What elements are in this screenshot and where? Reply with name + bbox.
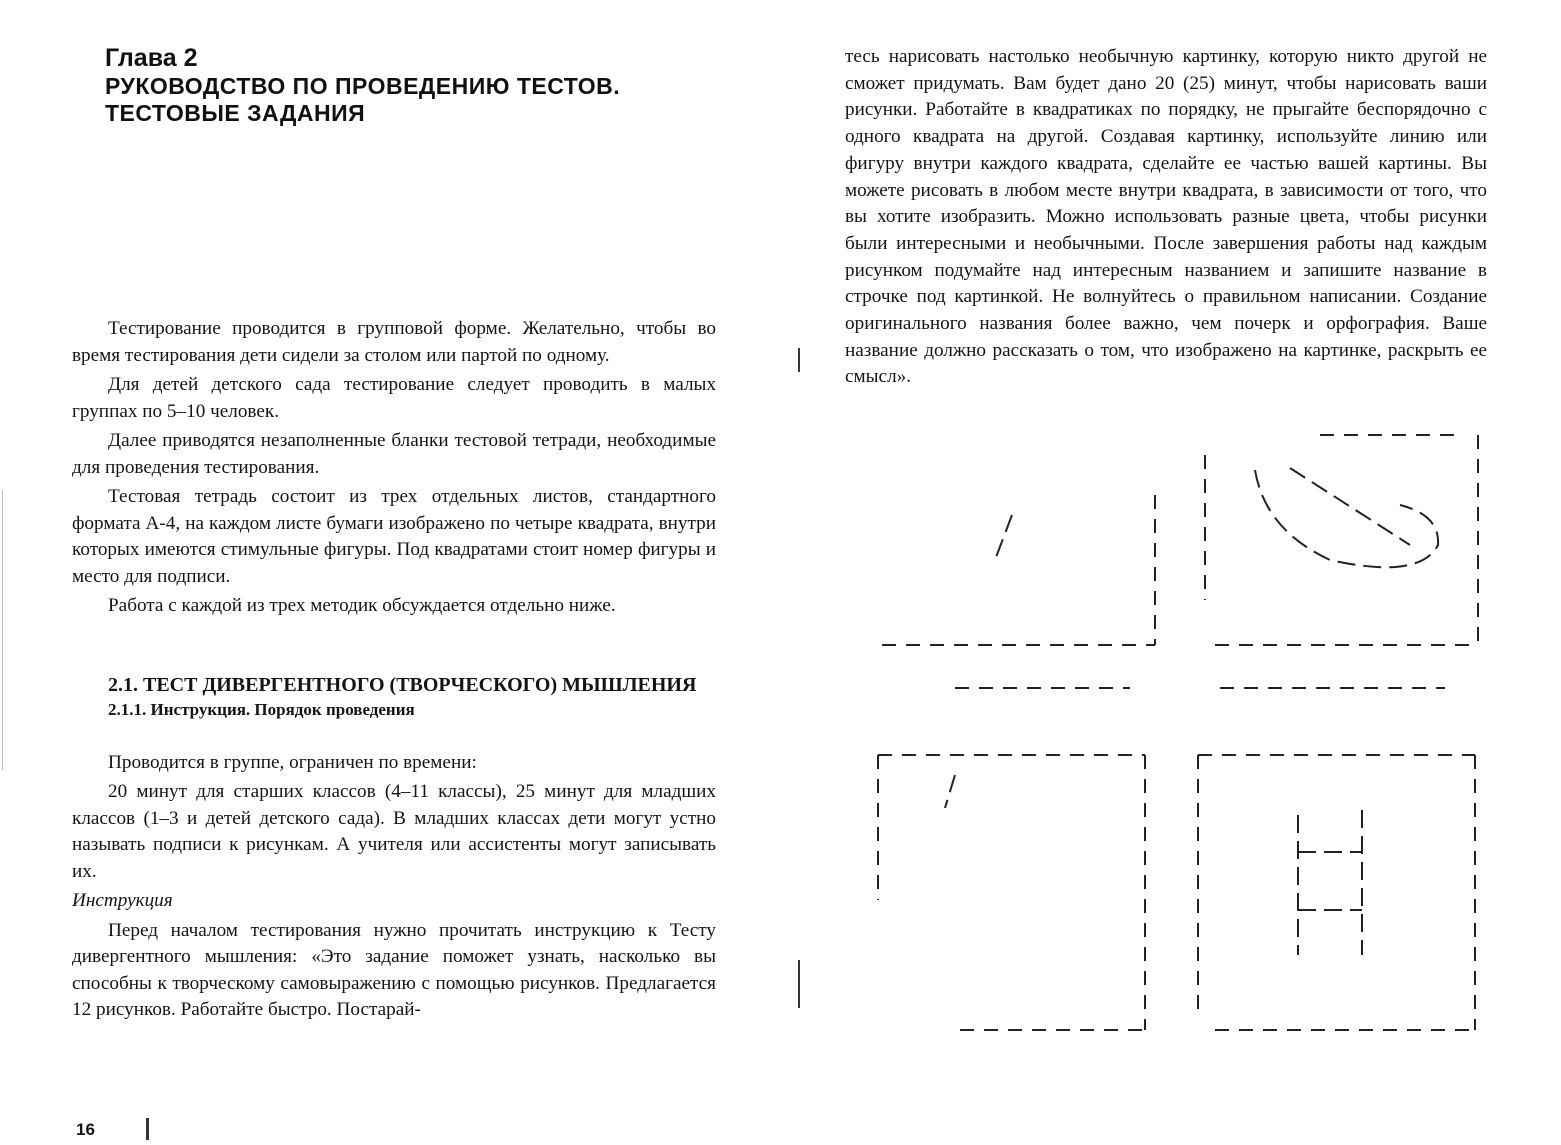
subsection-heading: 2.1.1. Инструкция. Порядок проведения	[108, 699, 415, 719]
scan-mark	[798, 348, 800, 372]
chapter-title-line1: РУКОВОДСТВО ПО ПРОВЕДЕНИЮ ТЕСТОВ.	[105, 73, 621, 99]
figure-diagonal-line	[1290, 468, 1410, 545]
page-edge	[2, 490, 3, 770]
chapter-number: Глава 2	[105, 44, 198, 72]
figure-small-stroke	[945, 775, 955, 808]
paragraph: Тестирование проводится в групповой форме. Желательно, чтобы во время тестирования дети сидели за столом или партой по одному.	[72, 318, 716, 366]
scan-mark	[146, 1118, 149, 1140]
paragraph: Работа с каждой из трех методик обсуждается отдельно ниже.	[108, 595, 616, 616]
figure-box-3	[878, 755, 1145, 1030]
paragraph: 20 минут для старших классов (4–11 классы), 25 минут для младших классов (1–3 и детей детского сада). В младших классах дети могут устно называть подписи к рисункам. А учителя или ассистенты могут записывать их.	[72, 781, 716, 882]
scan-mark	[798, 960, 800, 1008]
page-number: 16	[76, 1120, 95, 1139]
paragraph: тесь нарисовать настолько необычную картинку, которую никто другой не сможет придумать. Вам будет дано 20 (25) минут, чтобы нарисовать ваши рисунки. Работайте в квадратиках по порядку, не прыгайте беспорядочно с одного квадрата на другой. Создавая картинку, используйте линию или фигуру внутри каждого квадрата, сделайте ее частью вашей картины. Вы можете рисовать в любом месте внутри квадрата, в зависимости от того, что вы хотите изобразить. Можно использовать разные цвета, чтобы рисунки были интересными и необычными. После завершения работы над каждым рисунком подумайте над интересным названием и запишите название в строчке под картинкой. Не волнуйтесь о правильном написании. Создание оригинального названия более важно, чем почерк и орфография. Ваше название должно рассказать о том, что изображено на картинке, раскрыть ее смысл».	[845, 46, 1487, 388]
section-heading: 2.1. ТЕСТ ДИВЕРГЕНТНОГО (ТВОРЧЕСКОГО) МЫШЛЕНИЯ	[108, 673, 697, 696]
chapter-title-line2: ТЕСТОВЫЕ ЗАДАНИЯ	[105, 100, 366, 126]
figure-oval-curve	[1255, 470, 1438, 567]
figure-rungs	[1298, 810, 1362, 955]
paragraph: Далее приводятся незаполненные бланки тестовой тетради, необходимые для проведения тестирования.	[72, 430, 716, 478]
figure-slash-line	[995, 515, 1012, 560]
paragraph: Проводится в группе, ограничен по времени:	[108, 751, 477, 773]
paragraph: Перед началом тестирования нужно прочитать инструкцию к Тесту дивергентного мышления: «Это задание поможет узнать, насколько вы способны к творческому самовыражению с помощью рисунков. Предлагается 12 рисунков. Работайте быстро. Постарай-	[72, 919, 716, 1020]
instruction-label: Инструкция	[72, 890, 173, 911]
paragraph: Для детей детского сада тестирование следует проводить в малых группах по 5–10 человек.	[72, 374, 716, 422]
paragraph: Тестовая тетрадь состоит из трех отдельных листов, стандартного формата А-4, на каждом листе бумаги изображено по четыре квадрата, внутри которых имеются стимульные фигуры. Под квадратами стоит номер фигуры и место для подписи.	[72, 486, 716, 587]
figure-box-1	[882, 495, 1155, 645]
figure-box-4	[1198, 755, 1475, 1030]
